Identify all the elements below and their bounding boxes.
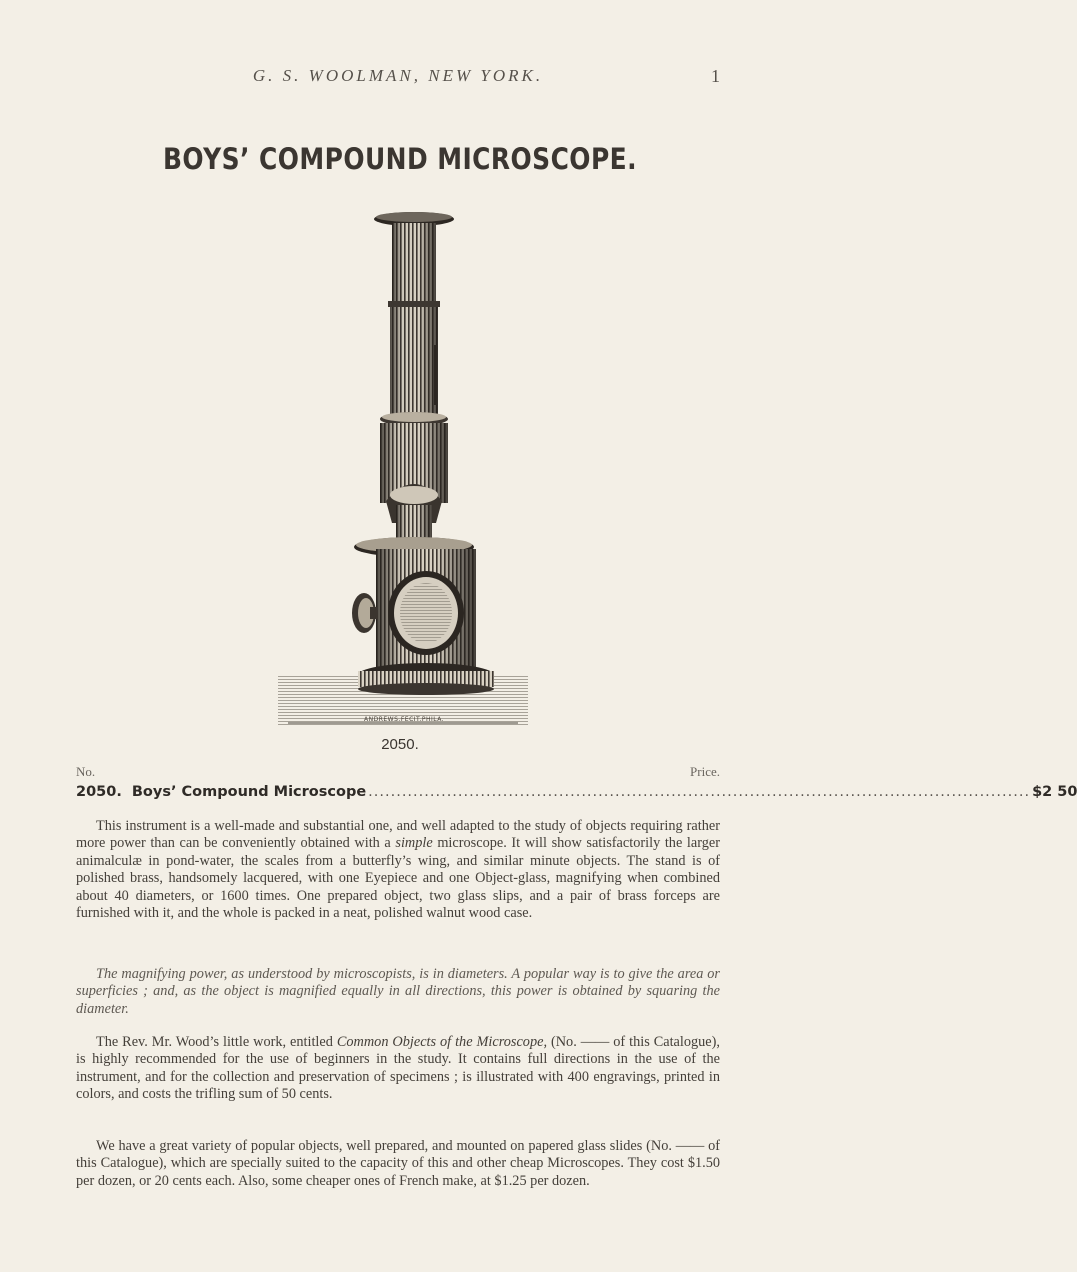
item-name: Boys’ Compound Microscope <box>131 784 367 800</box>
paragraph-text: The Rev. Mr. Wood’s little work, entitled <box>96 1034 337 1050</box>
slides-paragraph <box>76 1138 720 1190</box>
price-list-column-headers <box>76 764 720 780</box>
paragraph-text: The magnifying power, as understood by microscopists, is in diameters. A popular way is to give the area or superficies ; and, as the object is magnified equally in all directions, this power is obtained by squaring the diameter. <box>76 966 720 1017</box>
running-head <box>76 66 720 92</box>
paragraph-text: This instrument is a well-made and substantial one, and well adapted to the study of objects requiring rather more power than can be conveniently obtained with a <box>76 818 720 852</box>
paragraph-text: We have a great variety of popular objects, well prepared, and mounted on papered glass slides (No. —— of this Catalogue), which are specially suited to the capacity of this and other cheap Microscopes. They cost $1.50 per dozen, or 20 cents each. Also, some cheaper ones of French make, at $1.25 per dozen. <box>76 1138 720 1189</box>
figure-caption: 2050. <box>381 736 419 753</box>
column-header-price: Price. <box>690 764 720 779</box>
item-number: 2050. <box>76 784 122 800</box>
column-header-no: No. <box>76 764 96 779</box>
description-paragraph <box>76 818 720 922</box>
book-title: Common Objects of the Microscope, <box>336 1034 548 1050</box>
paragraph-text: microscope. It will show satisfactorily the larger animalculæ in pond-water, the scales from a butterfly’s wing, and similar minute objects. The stand is of polished brass, handsomely lacquered, with one Eyepiece and one Object-glass, magnifying when combined about 40 diameters, or 1600 times. One prepared object, two glass slips, and a pair of brass forceps are furnished with it, and the whole is packed in a neat, polished walnut wood case. <box>76 835 720 922</box>
paragraph-emphasis: simple <box>395 835 433 852</box>
running-head-title: G. S. WOOLMAN, NEW YORK. <box>252 66 544 85</box>
svg-text:ANDREWS.FECIT.PHILA.: ANDREWS.FECIT.PHILA. <box>364 716 445 723</box>
page-number: 1 <box>711 66 720 86</box>
paragraph-text: (No. —— of this Catalogue), is highly recommended for the use of beginners in the study. It contains full directions in the use of the instrument, and for the collection and preservation of specimens ; is illustrated with 400 engravings, printed in colors, and costs the trifling sum of 50 cents. <box>76 1034 720 1103</box>
dot-leader: ...................................................................................................................... <box>368 784 1031 800</box>
book-recommendation-paragraph <box>76 1034 720 1104</box>
catalog-item-line <box>76 784 1077 804</box>
magnifying-power-note <box>76 966 720 1018</box>
page-title: BOYS’ COMPOUND MICROSCOPE. <box>162 142 638 176</box>
compound-microscope-engraving <box>268 205 538 740</box>
item-price: $2 50 <box>1032 784 1077 800</box>
